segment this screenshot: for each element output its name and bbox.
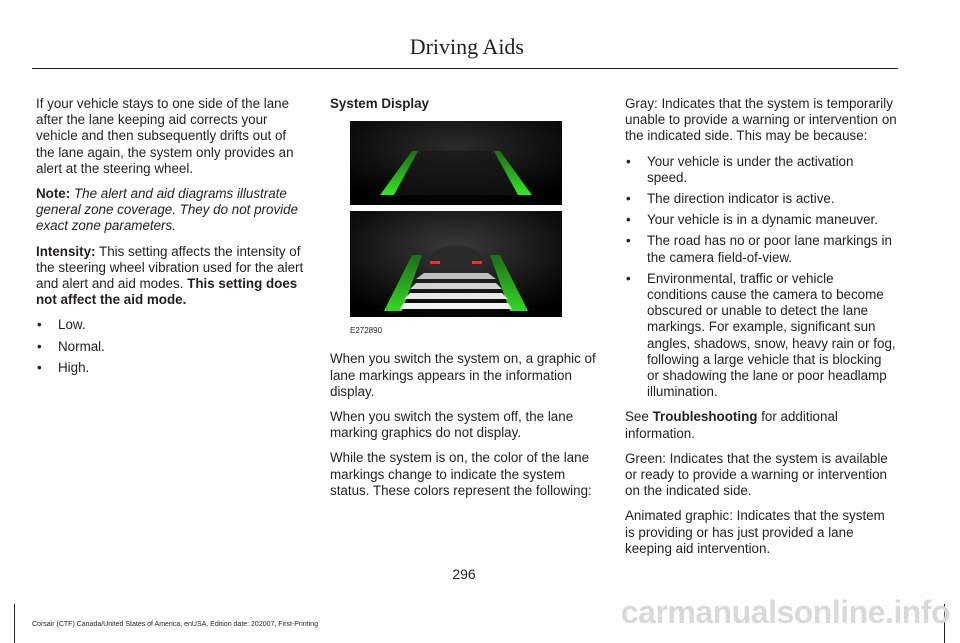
crop-mark-left <box>14 604 15 643</box>
animated-status-paragraph: Animated graphic: Indicates that the system is providing or has just provided a lane keeping aid intervention. <box>625 508 885 556</box>
note-label: Note: <box>36 186 71 202</box>
system-off-paragraph: When you switch the system off, the lane marking graphics do not display. <box>330 409 574 441</box>
edition-footer: Corsair (CTF) Canada/United States of America, enUSA, Edition date: 202007, First-Printing <box>32 621 318 628</box>
intensity-bold: This setting does not affect the aid mode. <box>36 276 298 308</box>
lane-drift-paragraph: If your vehicle stays to one side of the lane after the lane keeping aid corrects your vehicle and then subsequently drifts out of the lane again, the system only provides an alert at the steering wheel. <box>36 96 294 176</box>
page-number: 296 <box>452 566 476 582</box>
system-display-figure <box>350 121 562 339</box>
intensity-label: Intensity: <box>36 243 96 259</box>
system-on-paragraph: When you switch the system on, a graphic of lane markings appears in the information display. <box>330 351 596 399</box>
figure-code: E272890 <box>350 326 383 336</box>
gray-status-paragraph: Gray: Indicates that the system is temporarily unable to provide a warning or intervention on the indicated side. This may be because: <box>625 96 897 144</box>
watermark-logo: carmanualsonline.info <box>620 594 950 630</box>
column-1 <box>36 96 306 385</box>
troubleshooting-link[interactable]: Troubleshooting <box>652 409 758 425</box>
column-3 <box>625 96 897 566</box>
intensity-text: This setting affects the intensity of the steering wheel vibration used for the alert and alert and aid modes. <box>36 243 304 292</box>
car-lane-image <box>350 211 562 317</box>
lane-lines-image <box>350 121 562 205</box>
header-rule <box>32 68 898 69</box>
section-heading: System Display <box>330 96 429 111</box>
list-item: • Environmental, traffic or vehicle conditions cause the camera to become obscured or unable to detect the lane markings. For example, significant sun angles, shadows, snow, heavy rain or fog, following a large vehicle that is blocking or shadowing the lane or poor headlamp illumination. <box>625 271 897 401</box>
see-troubleshooting-paragraph: See Troubleshooting for additional information. <box>625 409 838 441</box>
list-item: • Low. <box>36 317 306 333</box>
green-status-paragraph: Green: Indicates that the system is available or ready to provide a warning or intervention on the indicated side. <box>625 450 888 499</box>
note-text: The alert and aid diagrams illustrate general zone coverage. They do not provide exact zone parameters. <box>36 186 299 234</box>
chapter-title: Driving Aids <box>409 34 524 59</box>
color-status-paragraph: While the system is on, the color of the lane markings change to indicate the system status. These colors represent the following: <box>330 450 592 498</box>
list-item: • Your vehicle is in a dynamic maneuver. <box>625 212 897 228</box>
list-item: • High. <box>36 360 306 376</box>
intensity-paragraph <box>36 244 306 309</box>
intensity-options <box>36 317 306 376</box>
list-item: • The direction indicator is active. <box>625 191 897 207</box>
list-item: • The road has no or poor lane markings in the camera field-of-view. <box>625 233 897 265</box>
gray-reasons-list <box>625 154 897 401</box>
note-paragraph <box>36 186 306 235</box>
list-item: • Normal. <box>36 339 306 355</box>
list-item: • Your vehicle is under the activation speed. <box>625 154 897 186</box>
column-2 <box>330 96 602 508</box>
